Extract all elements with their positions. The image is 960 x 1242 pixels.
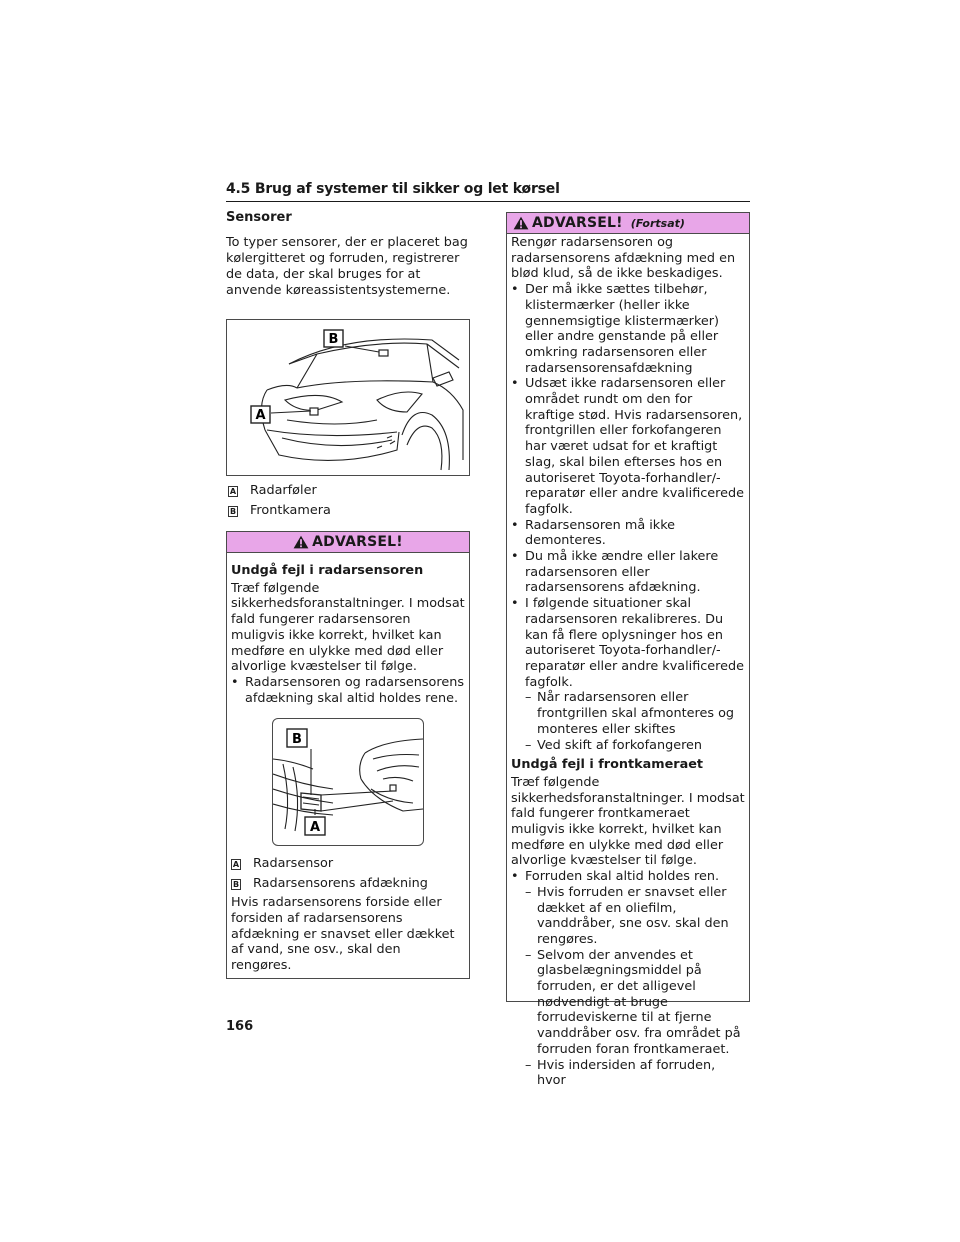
radar-sensor-drawing — [273, 719, 423, 845]
warning-dash-item: – Hvis forruden er snavset eller dækket af en oliefilm, vanddråber, sne osv. skal den rengøres. — [511, 885, 745, 948]
warning-subheading: Undgå fejl i radarsensoren — [231, 563, 424, 578]
warning-bullet: • Radarsensoren må ikke demonteres. — [511, 518, 745, 549]
legend-item — [226, 503, 470, 519]
legend-item — [226, 483, 470, 499]
warning-triangle-icon — [513, 216, 529, 230]
warning-dash-item: – Når radarsensoren eller frontgrillen skal afmonteres og monteres eller skiftes — [511, 690, 745, 737]
warning-bullet: • Forruden skal altid holdes ren. — [511, 869, 745, 885]
warning-box-radar — [226, 531, 470, 979]
sensorer-intro: To typer sensorer, der er placeret bag kølergitteret og forruden, registrerer de data, der skal bruges for at anvende køreassistentsystemerne. — [226, 235, 468, 298]
radar-sensor-illustration — [272, 718, 424, 846]
fig2-label-a: A — [309, 820, 321, 836]
warning-bullet: • Der må ikke sættes tilbehør, klistermærker (heller ikke gennemsigtige klistermærker) eller andre genstande på eller omkring radarsensoren eller radarsensorensafdækning — [511, 282, 745, 376]
fig2-label-b: B — [292, 732, 302, 748]
warning-dash-item: – Selvom der anvendes et glasbelægningsmiddel på forruden, er det alligevel nødvendigt at bruge forrudeviskerne til at fjerne vanddråber osv. fra området på forruden foran frontkameraet. — [511, 948, 745, 1058]
right-column — [506, 212, 750, 1089]
warning-bullet: • Du må ikke ændre eller lakere radarsensoren eller radarsensorens afdækning. — [511, 549, 745, 596]
warning-paragraph: Træf følgende sikkerhedsforanstaltninger. I modsat fald fungerer frontkameraet muligvis ikke korrekt, hvilket kan medføre en ulykke med død eller alvorlige kvæstelser til følge. — [511, 774, 745, 869]
legend-text: Radarsensor — [253, 856, 334, 872]
fig1-label-a: A — [255, 408, 266, 423]
warning-header — [507, 213, 749, 234]
fig1-legend — [226, 483, 470, 519]
warning-subtitle: (Fortsat) — [630, 216, 685, 230]
warning-title: ADVARSEL! — [532, 215, 623, 231]
legend-text: Radarføler — [250, 483, 317, 498]
warning-box-continued — [506, 212, 750, 1089]
legend-item — [231, 856, 465, 872]
sensorer-heading: Sensorer — [226, 210, 292, 225]
section-header — [226, 178, 750, 202]
warning-title: ADVARSEL! — [312, 534, 403, 550]
warning-dash-item: – Ved skift af forkofangeren — [511, 738, 745, 754]
legend-text: Radarsensorens afdækning — [253, 876, 428, 892]
warning-triangle-icon — [293, 535, 309, 549]
warning-dash-item: – Hvis indersiden af forruden, hvor — [511, 1058, 745, 1089]
warning-subheading: Undgå fejl i frontkameraet — [511, 757, 704, 773]
left-column — [226, 208, 470, 979]
car-sensor-illustration — [226, 319, 470, 476]
car-front-drawing — [227, 320, 469, 475]
legend-text: Frontkamera — [250, 503, 331, 518]
legend-key-box: B — [232, 879, 240, 889]
section-title: 4.5 Brug af systemer til sikker og let kørsel — [226, 181, 560, 197]
warning-bullet: • Udsæt ikke radarsensoren eller området rundt om den for kraftige stød. Hvis radarsensoren, frontgrillen eller forkofangeren har været udsat for et kraftigt slag, skal bilen efterses hos en autoriseret Toyota-forhandler/-reparatør eller andre kvalificerede fagfolk. — [511, 376, 745, 517]
fig2-legend — [231, 856, 465, 892]
warning-paragraph: Rengør radarsensoren og radarsensorens afdækning med en blød klud, så de ikke beskadiges. — [511, 235, 736, 282]
legend-key-box: A — [229, 486, 237, 496]
page-number: 166 — [226, 1019, 254, 1034]
warning-bullet: • Radarsensoren og radarsensorens afdækning skal altid holdes rene. — [231, 675, 465, 706]
warning-header — [227, 532, 469, 553]
legend-key-box: B — [229, 506, 237, 516]
legend-key-box: A — [232, 859, 240, 869]
fig1-label-b: B — [328, 332, 339, 347]
warning-paragraph: Hvis radarsensorens forside eller forsiden af radarsensorens afdækning er snavset eller dækket af vand, sne osv., skal den rengøres. — [231, 895, 455, 974]
warning-body — [507, 235, 749, 1093]
warning-paragraph: Træf følgende sikkerhedsforanstaltninger. I modsat fald fungerer radarsensoren muligvis ikke korrekt, hvilket kan medføre en ulykke med død eller alvorlige kvæstelser til følge. — [231, 580, 465, 675]
legend-item — [231, 876, 465, 892]
warning-bullet: • I følgende situationer skal radarsensoren rekalibreres. Du kan få flere oplysninger hos en autoriseret Toyota-forhandler/-reparatør eller andre kvalificerede fagfolk. — [511, 596, 745, 690]
warning-body — [227, 563, 469, 978]
